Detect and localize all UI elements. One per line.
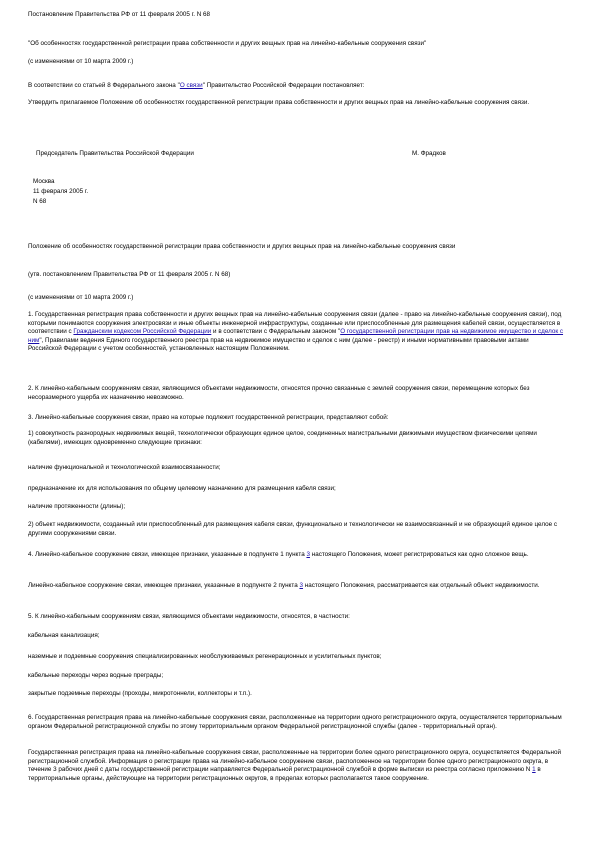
sign-date: 11 февраля 2005 г.	[33, 188, 89, 195]
item-3-2: 2) объект недвижимости, созданный или приспособленный для размещения кабеля связи, функционально и технологически не взаимосвязанный и не образующий единое целое с другими сооружениями связи.	[28, 521, 557, 537]
item-5: 5. К линейно-кабельным сооружениям связи, являющимся объектами недвижимости, относятся, в частности:	[28, 613, 350, 620]
item-1-text-c: ", Правилами ведения Единого государственного реестра прав на недвижимое имущество и сделок с ним (далее - реестр) и иными нормативными правовыми актами Российской Федерации с учетом особенностей, установленных настоящим Положением.	[28, 336, 529, 353]
item-2: 2. К линейно-кабельным сооружениям связи, являющимся объектами недвижимости, относятся прочно связанные с землей сооружения связи, перемещение которых без несоразмерного ущерба их назначению невозможно.	[28, 385, 530, 401]
item-4-continued	[28, 582, 564, 591]
link-civil-code[interactable]: Гражданским кодексом Российской Федерации	[73, 328, 212, 336]
item-4	[28, 551, 564, 560]
approve-paragraph: Утвердить прилагаемое Положение об особенностях государственной регистрации права собственности и других вещных прав на линейно-кабельные сооружения связи.	[28, 99, 530, 106]
link-registration-law[interactable]: О государственной регистрации прав на недвижимое имущество и сделок с ним	[28, 328, 564, 344]
item-3-1-c: наличие протяженности (длины);	[28, 503, 126, 510]
item-6-cont-text: Государственная регистрация права на линейно-кабельные сооружения связи, расположенные на территории более одного регистрационного округа, осуществляется Федеральной регистрационной службой. Информация о регистрации права на линейно-кабельное сооружение связи, расположенное на территории более одного регистрационного округа, в течение 3 рабочих дней с даты государственной регистрации направляется Федеральной регистрационной службой в форме выписки из реестра согласно приложению N	[28, 749, 561, 774]
item-4-text-b: настоящего Положения, может регистрироваться как одно сложное вещь.	[309, 551, 529, 558]
signature-name: М. Фрадков	[412, 150, 446, 157]
item-6: 6. Государственная регистрация права на линейно-кабельные сооружения связи, расположенные на территории одного регистрационного округа, осуществляется территориальным органом Федеральной регистрационной службы по этому территориальным органом Федеральной регистрационной службы (далее - территориальный орган).	[28, 714, 562, 730]
sign-city: Москва	[33, 178, 55, 185]
item-4-text: 4. Линейно-кабельное сооружение связи, имеющее признаки, указанные в подпункте 1 пункта	[28, 551, 307, 558]
item-1	[28, 311, 564, 354]
link-item-3[interactable]: 3	[306, 551, 310, 558]
item-4-cont-text-b: настоящего Положения, рассматривается как отдельный объект недвижимости.	[302, 582, 540, 589]
sign-number: N 68	[33, 198, 47, 205]
regulation-amendment: (с изменениями от 10 марта 2009 г.)	[28, 294, 134, 301]
preamble	[28, 82, 568, 91]
regulation-approved-by: (утв. постановлением Правительства РФ от 11 февраля 2005 г. N 68)	[28, 271, 231, 278]
item-3: 3. Линейно-кабельные сооружения связи, право на которые подлежит государственной регистрации, представляют собой:	[28, 414, 389, 421]
item-3-1-b: предназначение их для использования по общему целевому назначению для размещения кабеля связи;	[28, 485, 336, 492]
item-3-1-a: наличие функциональной и технологической взаимосвязанности;	[28, 464, 221, 471]
item-1-text: 1. Государственная регистрация права собственности и других вещных прав на линейно-кабельные сооружения связи (далее - право на линейно-кабельные сооружения связи), под которыми понимаются сооружения электросвязи и иные объекты инженерной инфраструктуры, созданные или приспособленные для размещения кабелей связи, осуществляется в соответствии с	[28, 311, 562, 336]
item-3-1: 1) совокупность разнородных недвижимых вещей, технологически образующих единое целое, соединенных магистральными движимыми имуществом физическими цепями (кабелями), имеющих одновременно следующие признаки:	[28, 430, 537, 446]
link-item-3-second[interactable]: 3	[299, 582, 303, 589]
preamble-text: В соответствии со статьей 8 Федерального закона "	[28, 82, 180, 89]
item-5-c: кабельные переходы через водные преграды;	[28, 672, 164, 679]
signature-position: Председатель Правительства Российской Федерации	[36, 150, 194, 157]
item-1-text-b: и в соответствии с Федеральным законом "	[211, 328, 341, 336]
preamble-text-end: " Правительство Российской Федерации постановляет:	[202, 82, 365, 89]
item-5-a: кабельная канализация;	[28, 632, 100, 639]
item-6-continued	[28, 749, 564, 783]
regulation-title: Положение об особенностях государственной регистрации права собственности и других вещных прав на линейно-кабельные сооружения связи	[28, 243, 456, 250]
doc-title: Постановление Правительства РФ от 11 февраля 2005 г. N 68	[28, 11, 211, 18]
item-5-d: закрытые подземные переходы (проходы, микротоннели, коллекторы и т.п.).	[28, 690, 252, 697]
link-law-on-communications[interactable]: О связи	[179, 82, 203, 89]
item-5-b: наземные и подземные сооружения специализированных необслуживаемых регенерационных и усилительных пунктов;	[28, 653, 382, 660]
link-appendix-1[interactable]: 1	[532, 766, 536, 774]
item-4-cont-text: Линейно-кабельное сооружение связи, имеющее признаки, указанные в подпункте 2 пункта	[28, 582, 300, 589]
doc-subject: "Об особенностях государственной регистрации права собственности и других вещных прав на линейно-кабельные сооружения связи"	[28, 40, 427, 47]
doc-amendment: (с изменениями от 10 марта 2009 г.)	[28, 58, 134, 65]
item-6-cont-text-b: в территориальные органы, действующие на территории регистрационных округов, в пределах которых располагается такое сооружение.	[28, 766, 541, 782]
